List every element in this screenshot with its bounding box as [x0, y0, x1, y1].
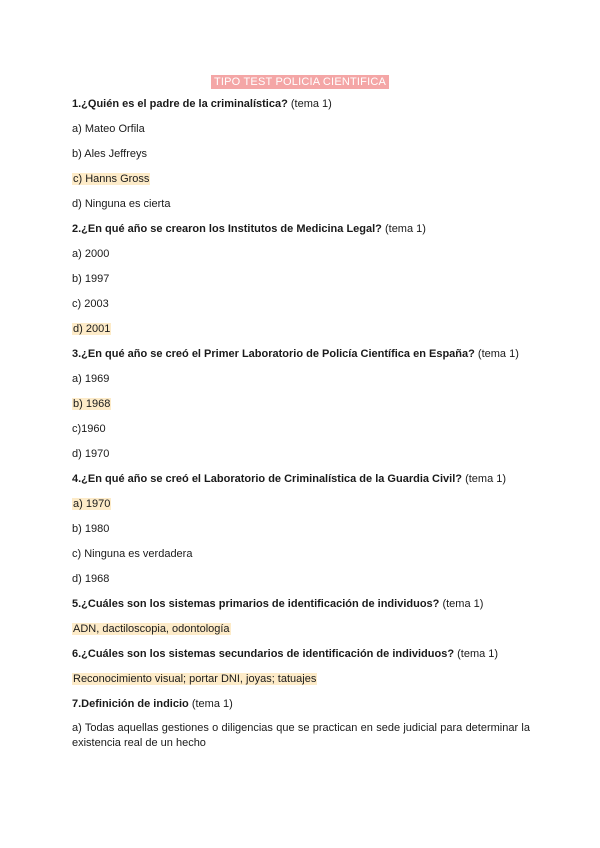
option-text: d) Ninguna es cierta [72, 198, 171, 210]
title-wrapper [0, 72, 600, 90]
question-6-text: 6.¿Cuáles son los sistemas secundarios de identificación de individuos? [72, 648, 455, 660]
option-text: c) 2003 [72, 298, 109, 310]
option-text: c) Ninguna es verdadera [72, 548, 193, 560]
question-6 [72, 646, 530, 662]
correct-answer-highlight: c) Hanns Gross [73, 173, 150, 185]
question-3 [72, 346, 530, 362]
question-3-option-b [72, 396, 530, 412]
correct-answer-highlight: d) 2001 [73, 323, 111, 335]
question-2-text: 2.¿En qué año se crearon los Institutos de Medicina Legal? [72, 223, 382, 235]
option-text: a) Todas aquellas gestiones o diligencias que se practican en sede judicial para determinar la existencia real de un hecho [72, 722, 530, 749]
question-3-option-c [72, 421, 530, 437]
question-5-tema: (tema 1) [442, 598, 484, 610]
question-1-text: 1.¿Quién es el padre de la criminalística? [72, 98, 288, 110]
option-text: c)1960 [72, 423, 106, 435]
question-4-option-c [72, 546, 530, 562]
question-7-tema: (tema 1) [191, 698, 233, 710]
option-text: a) Mateo Orfila [72, 123, 145, 135]
question-6-answer [72, 671, 530, 687]
question-4-option-b [72, 521, 530, 537]
question-5-answer [72, 621, 530, 637]
question-4-option-d [72, 571, 530, 587]
question-3-tema: (tema 1) [477, 348, 519, 360]
question-4 [72, 471, 530, 487]
option-text: b) 1980 [72, 523, 110, 535]
question-2-option-c [72, 296, 530, 312]
option-text: d) 1970 [72, 448, 110, 460]
option-text: b) Ales Jeffreys [72, 148, 147, 160]
question-1-tema: (tema 1) [290, 98, 332, 110]
question-1-option-b [72, 146, 530, 162]
question-4-tema: (tema 1) [465, 473, 507, 485]
document-title: TIPO TEST POLICIA CIENTIFICA [211, 75, 389, 89]
correct-answer-highlight: b) 1968 [73, 398, 111, 410]
question-4-option-a [72, 496, 530, 512]
question-1-option-c [72, 171, 530, 187]
question-2 [72, 221, 530, 237]
question-5-text: 5.¿Cuáles son los sistemas primarios de identificación de individuos? [72, 598, 440, 610]
correct-answer-highlight: a) 1970 [73, 498, 111, 510]
option-text: b) 1997 [72, 273, 110, 285]
question-1-option-a [72, 121, 530, 137]
question-3-text: 3.¿En qué año se creó el Primer Laboratorio de Policía Científica en España? [72, 348, 475, 360]
question-4-text: 4.¿En qué año se creó el Laboratorio de Criminalística de la Guardia Civil? [72, 473, 462, 485]
question-3-option-d [72, 446, 530, 462]
question-2-option-a [72, 246, 530, 262]
option-text: d) 1968 [72, 573, 110, 585]
question-7-option-a [72, 721, 530, 751]
question-2-option-d [72, 321, 530, 337]
correct-answer-highlight: ADN, dactiloscopia, odontología [73, 623, 230, 635]
question-2-tema: (tema 1) [384, 223, 426, 235]
question-5 [72, 596, 530, 612]
question-2-option-b [72, 271, 530, 287]
question-7-text: 7.Definición de indicio [72, 698, 189, 710]
question-list [72, 96, 530, 760]
option-text: a) 1969 [72, 373, 110, 385]
question-1-option-d [72, 196, 530, 212]
question-7 [72, 696, 530, 712]
question-6-tema: (tema 1) [457, 648, 499, 660]
question-1 [72, 96, 530, 112]
question-3-option-a [72, 371, 530, 387]
correct-answer-highlight: Reconocimiento visual; portar DNI, joyas; tatuajes [73, 673, 317, 685]
option-text: a) 2000 [72, 248, 110, 260]
